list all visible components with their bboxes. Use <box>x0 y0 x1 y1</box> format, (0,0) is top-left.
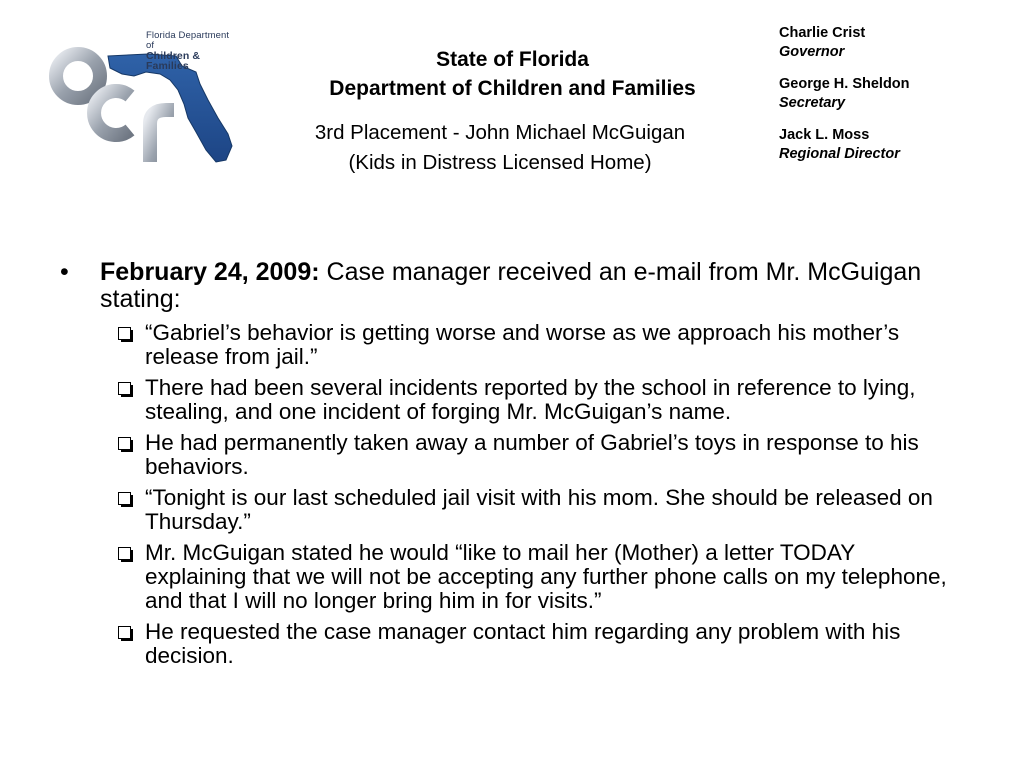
official-name: George H. Sheldon <box>779 76 910 92</box>
logo-text-line2: Children & Families <box>146 50 201 72</box>
list-item <box>58 620 957 668</box>
list-item-text: Mr. McGuigan stated he would “like to mail her (Mother) a letter TODAY explaining that we will not be accepting any further phone calls on my telephone, and that I will no longer bring him in for visits.” <box>145 540 947 613</box>
subtitle-line2: (Kids in Distress Licensed Home) <box>348 151 652 174</box>
checkbox-bullet-icon <box>118 382 131 395</box>
official-role: Regional Director <box>779 146 900 162</box>
checkbox-bullet-icon <box>118 547 131 560</box>
official-role: Secretary <box>779 95 846 111</box>
logo-text-line1: Florida Department of <box>146 30 230 51</box>
official-regional-director <box>779 126 1019 164</box>
official-name: Charlie Crist <box>779 25 866 41</box>
list-item-text: He had permanently taken away a number of Gabriel’s toys in response to his behaviors. <box>145 430 919 479</box>
bullet-dot-icon: • <box>60 258 69 286</box>
list-item <box>58 431 957 479</box>
official-secretary <box>779 75 1019 113</box>
list-item-text: There had been several incidents reported by the school in reference to lying, stealing, and one incident of forging Mr. McGuigan’s name. <box>145 375 916 424</box>
title-line-department: Department of Children and Families <box>329 77 696 100</box>
official-name: Jack L. Moss <box>779 127 870 143</box>
list-item <box>58 486 957 534</box>
dcf-logo <box>38 14 238 166</box>
list-item <box>58 376 957 424</box>
officials-list <box>779 24 1019 177</box>
list-item-text: “Tonight is our last scheduled jail visit with his mom. She should be released on Thursday.” <box>145 485 933 534</box>
checkbox-bullet-icon <box>118 492 131 505</box>
slide-body <box>58 259 988 675</box>
checkbox-bullet-icon <box>118 327 131 340</box>
title-line-state: State of Florida <box>436 48 589 71</box>
checkbox-bullet-icon <box>118 626 131 639</box>
list-item-text: “Gabriel’s behavior is getting worse and worse as we approach his mother’s release from jail.” <box>145 320 900 369</box>
main-bullet <box>58 259 988 313</box>
subtitle-line1: 3rd Placement - John Michael McGuigan <box>314 121 686 144</box>
email-points-list <box>58 321 988 668</box>
official-role: Governor <box>779 44 845 60</box>
list-item <box>58 541 957 613</box>
event-lead-text: Case manager received an e-mail from Mr. McGuigan stating: <box>100 258 922 313</box>
official-governor <box>779 24 1019 62</box>
page-title <box>240 45 785 103</box>
checkbox-bullet-icon <box>118 437 131 450</box>
event-date: February 24, 2009: <box>100 258 320 286</box>
list-item <box>58 321 957 369</box>
slide-subtitle <box>230 118 770 178</box>
logo-wordmark <box>146 31 238 71</box>
list-item-text: He requested the case manager contact him regarding any problem with his decision. <box>145 619 901 668</box>
